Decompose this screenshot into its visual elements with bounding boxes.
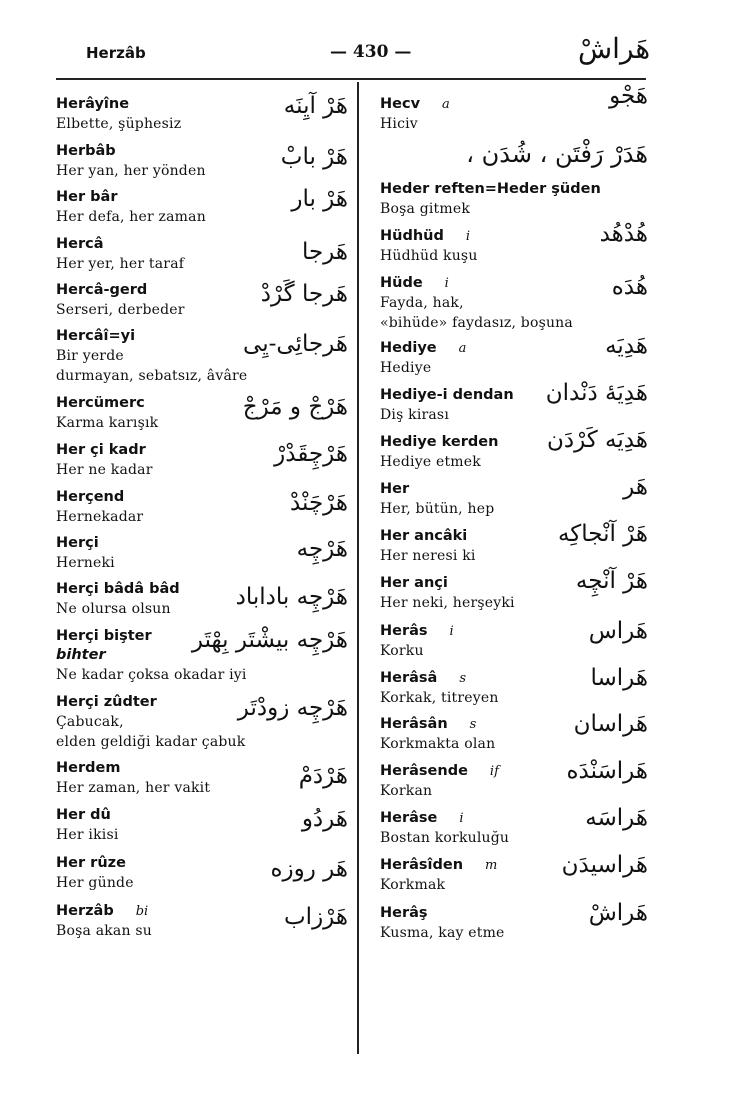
dictionary-entry — [380, 83, 648, 134]
right-column — [380, 83, 648, 952]
arabic-script: هَرْچِه — [296, 536, 348, 562]
definition: Hediye — [380, 360, 432, 376]
dictionary-entry — [56, 95, 348, 134]
headword-text: Her çi kadr — [56, 442, 146, 458]
headword-text: Herzâb — [56, 903, 114, 919]
dictionary-entry — [56, 902, 348, 941]
dictionary-entry — [380, 380, 648, 425]
arabic-script: هَراشْ — [588, 900, 648, 926]
dictionary-entry — [380, 618, 648, 661]
arabic-script: هَرْچَنْدْ — [289, 490, 348, 516]
headword — [380, 274, 648, 293]
definition: elden geldiği kadar çabuk — [56, 734, 246, 750]
headword-text: Hecv — [380, 96, 421, 112]
dictionary-entry — [56, 806, 348, 845]
dictionary-entry — [380, 711, 648, 754]
part-of-speech: i — [449, 624, 454, 639]
definition: Her defa, her zaman — [56, 209, 206, 225]
definition: Hediye etmek — [380, 454, 481, 470]
dictionary-entry — [56, 759, 348, 798]
definition: Çabucak, — [56, 714, 124, 730]
arabic-script: هَرْ بابْ — [280, 144, 348, 170]
arabic-script: هَدَرْ رَفْتَن ، شُدَن ، — [466, 140, 648, 168]
headword-text: Herâsân — [380, 716, 448, 732]
arabic-script: هَرْ بار — [291, 186, 348, 212]
definition: Ne olursa olsun — [56, 601, 171, 617]
dictionary-entry — [380, 521, 648, 566]
dictionary-entry — [56, 534, 348, 573]
dictionary-entry — [380, 900, 648, 943]
headword-text: Hediye kerden — [380, 434, 499, 450]
headword-text: Her ançi — [380, 575, 448, 591]
dictionary-entry — [56, 188, 348, 227]
dictionary-entry — [56, 142, 348, 181]
definition: Elbette, şüphesiz — [56, 116, 182, 132]
headword-text: Hercâ — [56, 236, 104, 252]
arabic-script: هَراسان — [573, 711, 648, 737]
headword-text: Herbâb — [56, 143, 116, 159]
definition: Hernekadar — [56, 509, 144, 525]
headword-text: Herçi bişter — [56, 628, 152, 644]
dictionary-entry — [56, 394, 348, 433]
definition: Fayda, hak, — [380, 295, 464, 311]
dictionary-entry — [380, 333, 648, 378]
definition: «bihüde» faydasız, boşuna — [380, 315, 573, 331]
part-of-speech: s — [459, 671, 466, 686]
definition: Korkmak — [380, 877, 446, 893]
part-of-speech: i — [465, 229, 471, 244]
definition: Karma karışık — [56, 415, 159, 431]
definition: Boşa gitmek — [380, 201, 471, 217]
headword-text: Herâsîden — [380, 857, 464, 873]
headword-text: Hediye — [380, 340, 437, 356]
dictionary-entry — [380, 758, 648, 801]
headword-text: Herâsende — [380, 763, 468, 779]
headword-text: Her — [380, 481, 410, 497]
definition: durmayan, sebatsız, âvâre — [56, 368, 248, 384]
headword-text: Hüdhüd — [380, 228, 444, 244]
arabic-script: هُدَه — [611, 274, 648, 300]
part-of-speech: i — [459, 811, 464, 826]
arabic-script: هَر — [623, 474, 648, 500]
definition: Her neresi ki — [380, 548, 476, 564]
arabic-script: هَراسَنْدَه — [566, 758, 648, 784]
arabic-script: هَدِيَه — [605, 333, 648, 359]
headword-text: Hercâî=yi — [56, 328, 136, 344]
dictionary-entry — [380, 140, 648, 174]
dictionary-entry — [380, 180, 648, 219]
dictionary-entry — [56, 627, 348, 685]
part-of-speech: a — [442, 97, 450, 112]
definition: Her ikisi — [56, 827, 119, 843]
headword-text: Her ancâki — [380, 528, 468, 544]
arabic-script: هَراسا — [590, 665, 648, 691]
definition: Her yan, her yönden — [56, 163, 206, 179]
dictionary-entry — [380, 805, 648, 848]
part-of-speech: a — [458, 341, 467, 356]
headword-text: Hercâ-gerd — [56, 282, 148, 298]
headword-text: Her dû — [56, 807, 111, 823]
arabic-script: هَرْچِه بيشْتَر بِهْتَر — [191, 627, 348, 653]
arabic-script: هَراس — [588, 618, 648, 644]
arabic-script: هَرجا گَرْدْ — [260, 281, 348, 307]
headword-text: Herâş — [380, 905, 428, 921]
definition: Korkak, titreyen — [380, 690, 499, 706]
arabic-script: هَر روزه — [270, 856, 348, 882]
part-of-speech: i — [444, 276, 449, 291]
part-of-speech: bi — [135, 904, 149, 919]
dictionary-entry — [380, 568, 648, 613]
dictionary-entry — [380, 474, 648, 519]
headword-continuation: bihter — [56, 647, 106, 663]
dictionary-entry — [380, 274, 648, 333]
dictionary-entry — [380, 665, 648, 708]
running-head-arabic: هَراشْ — [578, 32, 651, 65]
arabic-script: هَراسيدَن — [561, 852, 648, 878]
arabic-script: هَدِيَهٔ دَنْدان — [545, 380, 648, 406]
arabic-script: هُدْهُد — [599, 221, 648, 247]
definition: Her, bütün, hep — [380, 501, 495, 517]
definition: Bostan korkuluğu — [380, 830, 510, 846]
part-of-speech: m — [485, 858, 498, 873]
headword-text: Herâse — [380, 810, 438, 826]
left-column — [56, 95, 348, 951]
arabic-script: هَرْجْ و مَرْجْ — [242, 394, 348, 420]
headword-text: Her bâr — [56, 189, 118, 205]
headword-text: Herâsâ — [380, 670, 438, 686]
arabic-script: هَرجا — [301, 239, 348, 265]
definition: Her zaman, her vakit — [56, 780, 211, 796]
definition: Serseri, derbeder — [56, 302, 185, 318]
definition: Her ne kadar — [56, 462, 153, 478]
headword — [380, 180, 648, 199]
arabic-script: هَردُو — [301, 806, 348, 832]
headword-text: Herâyîne — [56, 96, 130, 112]
headword-text: Hercümerc — [56, 395, 145, 411]
definition: Her yer, her taraf — [56, 256, 185, 272]
arabic-script: هَرْ آيِنَه — [283, 93, 348, 119]
definition: Kusma, kay etme — [380, 925, 505, 941]
definition: Herneki — [56, 555, 115, 571]
part-of-speech: if — [489, 764, 499, 779]
dictionary-entry — [56, 580, 348, 619]
arabic-script: هَدِيَه كَرْدَن — [546, 427, 648, 453]
headword-text: Heder reften=Heder şüden — [380, 181, 601, 197]
arabic-script: هَرْدَمْ — [298, 763, 348, 789]
arabic-script: هَرْچِه زودْتَر — [237, 695, 348, 721]
headword-text: Herdem — [56, 760, 121, 776]
definition: Korkan — [380, 783, 433, 799]
dictionary-entry — [56, 693, 348, 752]
arabic-script: هَرجائِى-يِى — [243, 331, 348, 357]
definition: Bir yerde — [56, 348, 124, 364]
headword-text: Her rûze — [56, 855, 126, 871]
arabic-script: هَراسَه — [585, 805, 648, 831]
definition: Korku — [380, 643, 424, 659]
dictionary-entry — [380, 221, 648, 266]
header-rule — [56, 78, 646, 80]
running-head-left: Herzâb — [86, 44, 146, 62]
definition: Her neki, herşeyki — [380, 595, 515, 611]
definition: Boşa akan su — [56, 923, 152, 939]
headword-text: Herâs — [380, 623, 428, 639]
dictionary-entry — [56, 281, 348, 320]
column-divider — [357, 82, 359, 1054]
arabic-script: هَرْچِقَدْرْ — [274, 441, 348, 467]
headword-text: Herçi bâdâ bâd — [56, 581, 180, 597]
definition: Ne kadar çoksa okadar iyi — [56, 667, 247, 683]
arabic-script: هَجْو — [609, 83, 648, 109]
dictionary-entry — [56, 235, 348, 274]
dictionary-entry — [56, 441, 348, 480]
dictionary-entry — [380, 427, 648, 472]
headword-text: Herçend — [56, 489, 125, 505]
page-number: — 430 — — [330, 42, 412, 62]
definition: Her günde — [56, 875, 134, 891]
part-of-speech: s — [469, 717, 477, 732]
dictionary-entry — [56, 488, 348, 527]
definition: Diş kirası — [380, 407, 449, 423]
headword — [380, 95, 648, 114]
headword-text: Herçi — [56, 535, 99, 551]
dictionary-entry — [56, 854, 348, 893]
arabic-script: هَرْ آنْچِه — [575, 568, 648, 594]
dictionary-entry — [56, 327, 348, 386]
arabic-script: هَرْزاب — [284, 904, 348, 930]
arabic-script: هَرْ آنْجاكِه — [557, 521, 648, 547]
definition: Hüdhüd kuşu — [380, 248, 478, 264]
headword-text: Hediye-i dendan — [380, 387, 514, 403]
definition: Hiciv — [380, 116, 418, 132]
headword-text: Hüde — [380, 275, 423, 291]
dictionary-entry — [380, 852, 648, 895]
headword-text: Herçi zûdter — [56, 694, 157, 710]
arabic-script: هَرْچِه باداباد — [235, 584, 348, 610]
headword — [380, 480, 648, 499]
definition: Korkmakta olan — [380, 736, 496, 752]
